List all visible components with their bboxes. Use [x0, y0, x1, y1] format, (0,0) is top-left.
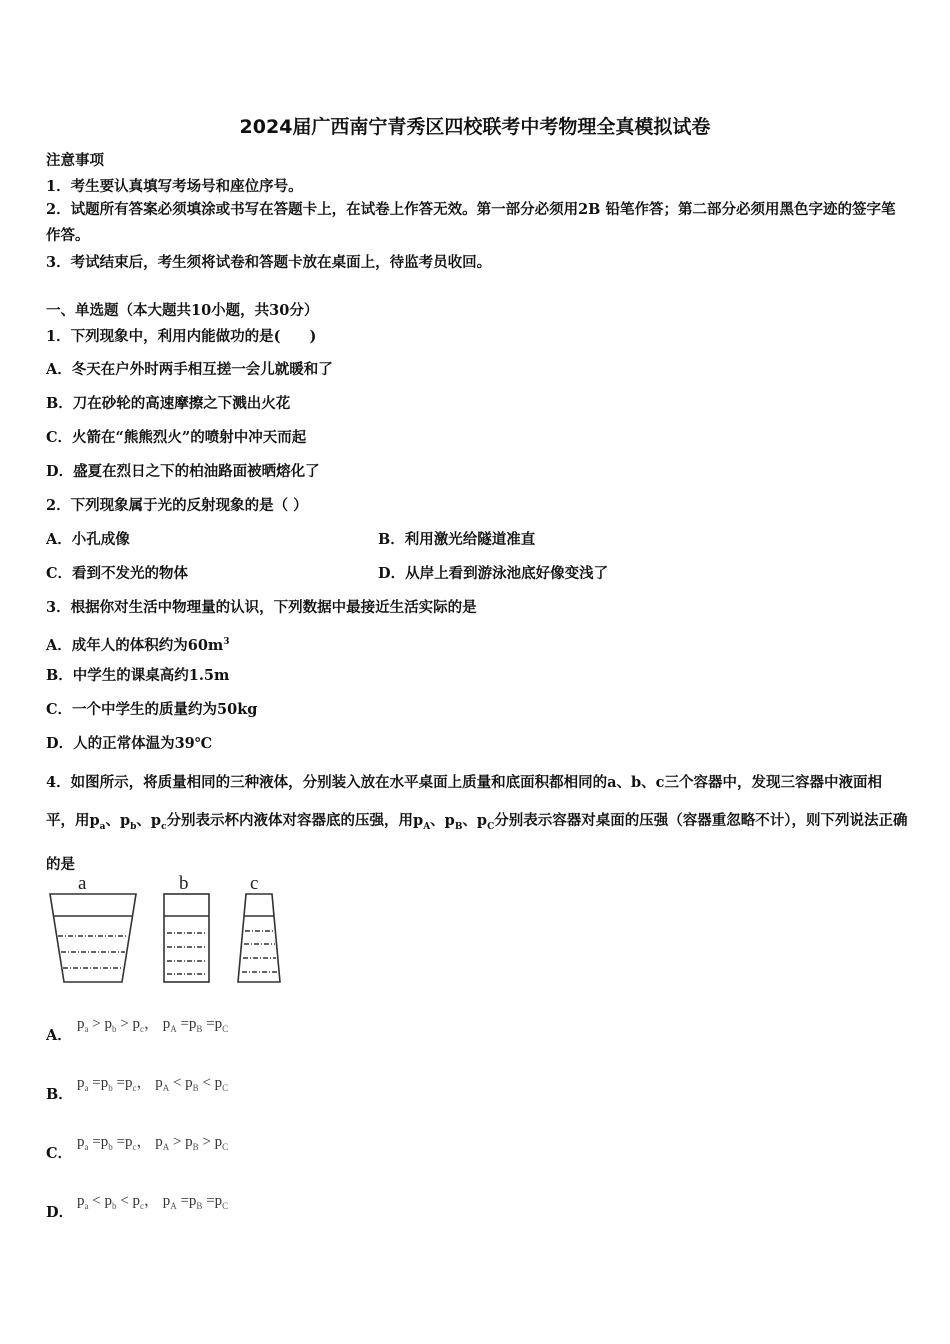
- option-formula: $p_a =p_b =p_c$， $p_A > p_B > p_C$: [77, 1134, 229, 1152]
- question-stem: 4．如图所示，将质量相同的三种液体，分别装入放在水平桌面上质量和底面积都相同的a、b、c三个容器中，发现三容器中液面相平，用$p_a$、$p_b$、$p_c$分别表示杯内液体对容器底的压强，用$p_A$、$p_B$、$p_C$分别表示容器对桌面的压强（容器重忽略不计），则下列说法正确的是: [46, 774, 908, 873]
- option: C．火箭在“熊熊烈火”的喷射中冲天而起: [46, 429, 307, 446]
- option-formula: $p_a > p_b > p_c$， $p_A =p_B =p_C$: [77, 1016, 229, 1034]
- option: C．看到不发光的物体: [46, 565, 189, 582]
- page-title: 2024届广西南宁青秀区四校联考中考物理全真模拟试卷: [239, 116, 711, 138]
- option-label: C．: [46, 1145, 73, 1162]
- figure-label-b: b: [179, 873, 189, 894]
- option-label: D．: [46, 1204, 74, 1221]
- question-stem: 3．根据你对生活中物理量的认识，下列数据中最接近生活实际的是: [46, 599, 477, 616]
- notice-heading: 注意事项: [46, 152, 104, 169]
- option: D．从岸上看到游泳池底好像变浅了: [378, 565, 609, 582]
- option-formula: $p_a =p_b =p_c$， $p_A < p_B < p_C$: [77, 1075, 229, 1093]
- question-stem: 2．下列现象属于光的反射现象的是（ ）: [46, 497, 308, 514]
- figure-label-c: c: [250, 873, 259, 894]
- option: A．冬天在户外时两手相互搓一会儿就暖和了: [46, 361, 333, 378]
- figure-label-a: a: [78, 873, 87, 894]
- question-stem: 1．下列现象中，利用内能做功的是( ): [46, 328, 317, 345]
- option-formula: $p_a < p_b < p_c$， $p_A =p_B =p_C$: [77, 1193, 229, 1211]
- option: A．成年人的体积约为$60m^3$: [46, 636, 230, 654]
- option: B．中学生的课桌高约1.5m: [46, 667, 230, 684]
- option: B．刀在砂轮的高速摩擦之下溅出火花: [46, 395, 291, 412]
- notice-item: 3．考试结束后，考生须将试卷和答题卡放在桌面上，待监考员收回。: [46, 254, 492, 271]
- option: B．利用激光给隧道准直: [378, 531, 536, 548]
- option: A．小孔成像: [46, 531, 130, 548]
- containers-figure: [46, 872, 296, 988]
- container-c: [238, 894, 280, 982]
- container-b: [164, 894, 209, 982]
- section-heading: 一、单选题（本大题共10小题，共30分）: [46, 302, 319, 319]
- option: D．盛夏在烈日之下的柏油路面被晒熔化了: [46, 463, 320, 480]
- option-label: B．: [46, 1086, 73, 1103]
- option: C．一个中学生的质量约为50kg: [46, 701, 258, 718]
- notice-item: 2．试题所有答案必须填涂或书写在答题卡上，在试卷上作答无效。第一部分必须用2B 铅笔作答；第二部分必须用黑色字迹的签字笔作答。: [46, 201, 896, 244]
- container-a: [50, 894, 136, 982]
- option: D．人的正常体温为39℃: [46, 735, 213, 752]
- notice-item: 1．考生要认真填写考场号和座位序号。: [46, 178, 303, 195]
- option-label: A．: [46, 1027, 72, 1044]
